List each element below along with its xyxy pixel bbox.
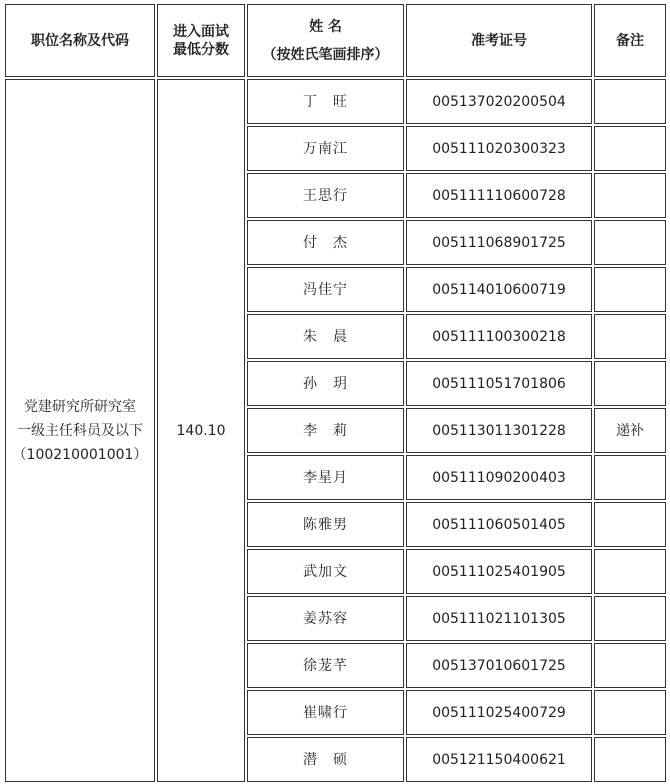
exam-number: 005137010601725 [406, 643, 592, 688]
remark-cell [594, 596, 666, 641]
candidate-name: 崔啸行 [247, 690, 404, 735]
exam-number: 005111025401905 [406, 549, 592, 594]
candidate-name: 姜苏容 [247, 596, 404, 641]
remark-cell [594, 643, 666, 688]
remark-cell [594, 502, 666, 547]
remark-cell [594, 361, 666, 406]
candidate-name: 付 杰 [247, 220, 404, 265]
exam-number: 005111051701806 [406, 361, 592, 406]
exam-number: 005121150400621 [406, 737, 592, 782]
remark-cell [594, 690, 666, 735]
header-row [5, 4, 666, 77]
remark-cell [594, 79, 666, 124]
exam-number: 005111021101305 [406, 596, 592, 641]
header-name-line2: （按姓氏笔画排序） [262, 46, 389, 63]
remark-cell [594, 220, 666, 265]
candidate-name: 朱 晨 [247, 314, 404, 359]
remark-cell [594, 267, 666, 312]
candidate-name: 徐茏芊 [247, 643, 404, 688]
exam-number: 005114010600719 [406, 267, 592, 312]
min-score-cell: 140.10 [157, 79, 245, 782]
exam-number: 005111068901725 [406, 220, 592, 265]
header-min-score [157, 4, 245, 77]
position-line2: 一级主任科员及以下 [17, 422, 143, 439]
header-position: 职位名称及代码 [5, 4, 155, 77]
header-min-score-line1: 进入面试 [173, 23, 229, 40]
header-exam-no: 准考证号 [406, 4, 592, 77]
exam-number: 005113011301228 [406, 408, 592, 453]
table-row [5, 79, 666, 124]
candidate-name: 李星月 [247, 455, 404, 500]
remark-cell [594, 549, 666, 594]
candidate-name: 万南江 [247, 126, 404, 171]
exam-number: 005111020300323 [406, 126, 592, 171]
remark-cell [594, 737, 666, 782]
remark-cell [594, 314, 666, 359]
header-name [247, 4, 404, 77]
remark-cell: 递补 [594, 408, 666, 453]
position-cell [5, 79, 155, 782]
remark-cell [594, 126, 666, 171]
position-line3: （100210001001） [12, 446, 148, 463]
header-remark: 备注 [594, 4, 666, 77]
results-table-container [3, 2, 668, 784]
candidate-name: 丁 旺 [247, 79, 404, 124]
exam-number: 005111060501405 [406, 502, 592, 547]
exam-number: 005111090200403 [406, 455, 592, 500]
candidate-name: 陈雅男 [247, 502, 404, 547]
remark-cell [594, 173, 666, 218]
remark-cell [594, 455, 666, 500]
position-line1: 党建研究所研究室 [24, 398, 136, 415]
exam-number: 005111025400729 [406, 690, 592, 735]
interview-list-table [3, 2, 668, 784]
candidate-name: 武加文 [247, 549, 404, 594]
header-min-score-line2: 最低分数 [173, 41, 229, 58]
table-body [5, 79, 666, 782]
exam-number: 005137020200504 [406, 79, 592, 124]
exam-number: 005111100300218 [406, 314, 592, 359]
candidate-name: 潜 硕 [247, 737, 404, 782]
candidate-name: 李 莉 [247, 408, 404, 453]
header-name-line1: 姓 名 [309, 18, 342, 35]
candidate-name: 孙 玥 [247, 361, 404, 406]
exam-number: 005111110600728 [406, 173, 592, 218]
candidate-name: 冯佳宁 [247, 267, 404, 312]
candidate-name: 王思行 [247, 173, 404, 218]
